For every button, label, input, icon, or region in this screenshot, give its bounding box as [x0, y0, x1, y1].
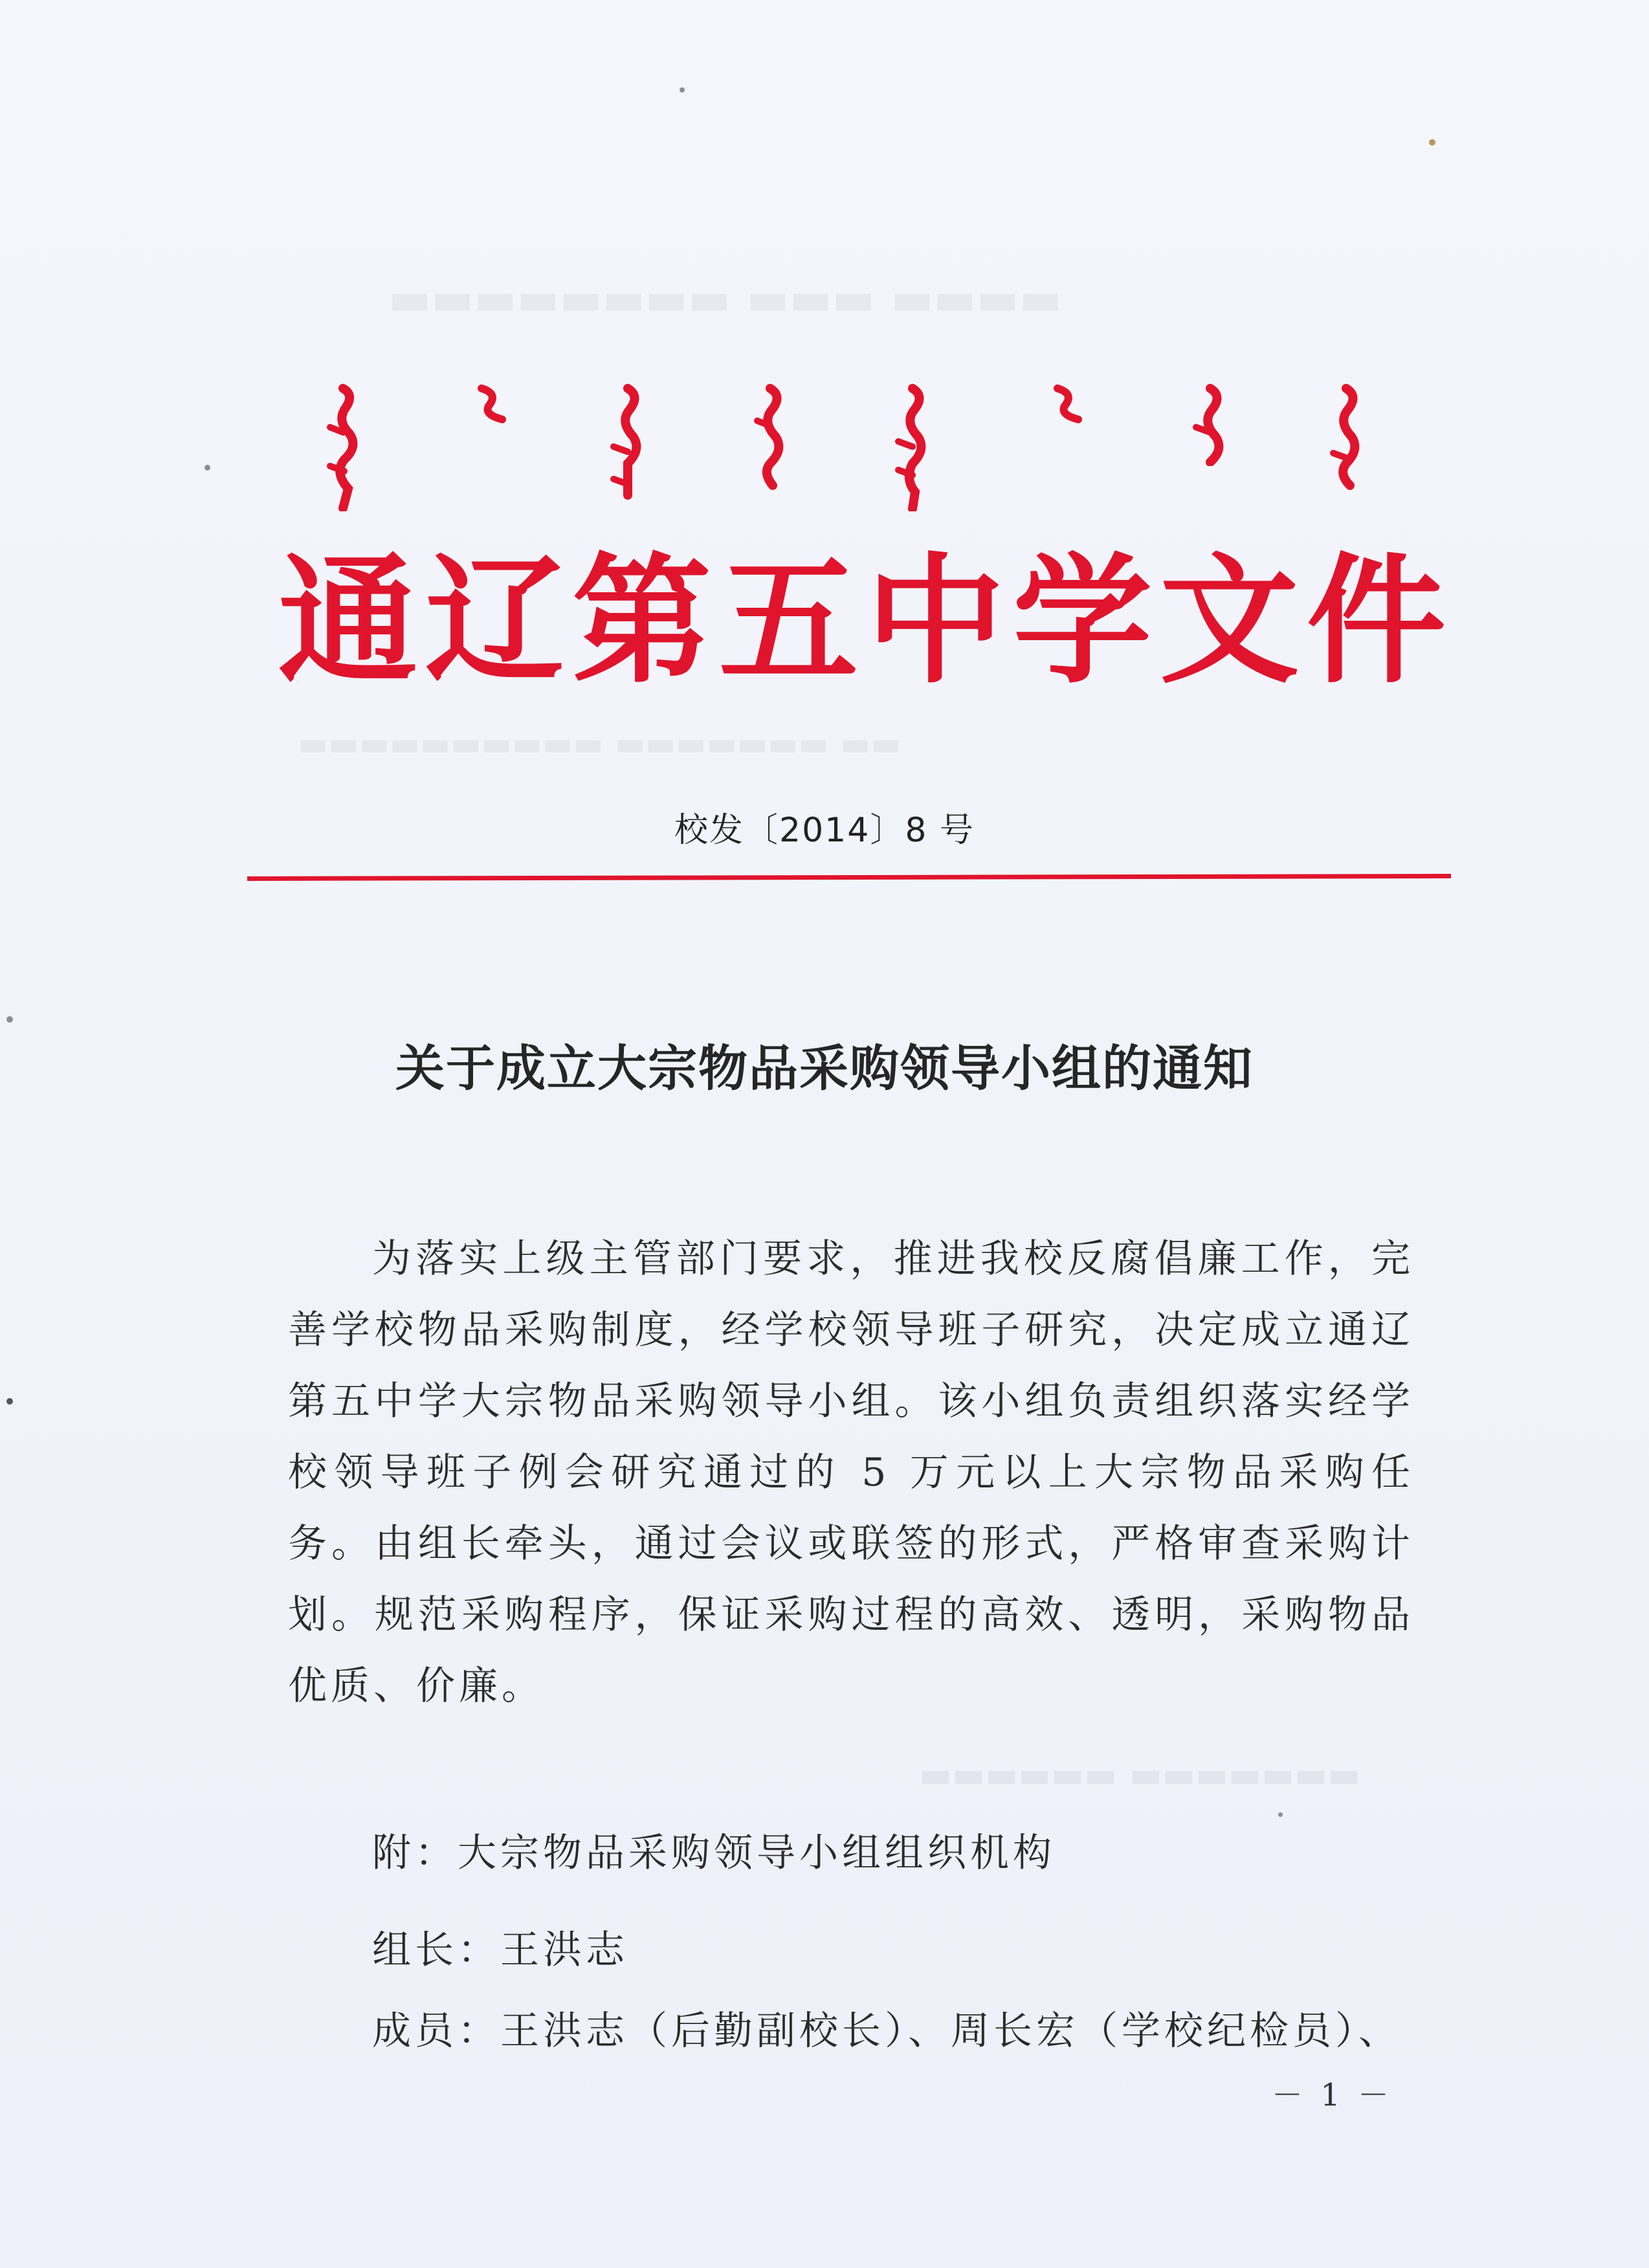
mongolian-word-glyph — [1042, 382, 1094, 434]
scan-speck — [1278, 1812, 1283, 1817]
scan-speck — [680, 87, 685, 93]
members-line: 成员：王洪志（后勤副校长）、周长宏（学校纪检员）、 — [372, 2008, 1401, 2054]
scan-speck — [1429, 139, 1435, 146]
scan-speck — [205, 465, 210, 471]
bleed-through-shadow: ▬▬▬▬ ▬▬▬ ▬▬▬▬▬▬▬▬ — [388, 272, 1062, 325]
page-number: － 1 － — [1272, 2077, 1393, 2113]
mongolian-word-glyph — [466, 382, 518, 434]
scan-speck — [6, 1016, 13, 1023]
mongolian-word-glyph — [1184, 382, 1236, 466]
bleed-through-shadow: ▬▬ ▬▬▬▬▬▬▬ ▬▬▬▬▬▬▬▬▬▬ — [298, 725, 902, 762]
body-paragraph: 为落实上级主管部门要求，推进我校反腐倡廉工作，完善学校物品采购制度，经学校领导班子研究，决定成立通辽第五中学大宗物品采购领导小组。该小组负责组织落实经学校领导班子例会研究通过的 5 万元以上大宗物品采购任务。由组长牵头，通过会议或联签的形式，严格审查采购计划。规范采购程序，保证采购过程的高效、透明，采购物品优质、价廉。 — [288, 1236, 1414, 1709]
notice-title: 关于成立大宗物品采购领导小组的通知 — [395, 1040, 1254, 1097]
mongolian-word-glyph — [744, 382, 796, 511]
leader-line: 组长：王洪志 — [372, 1928, 628, 1973]
document-number: 校发〔2014〕8 号 — [674, 811, 975, 850]
mongolian-word-glyph — [1320, 382, 1372, 511]
scan-speck — [6, 1398, 13, 1405]
mongolian-word-glyph — [602, 382, 654, 511]
masthead-title: 通辽第五中学文件 — [278, 540, 1454, 702]
mongolian-word-glyph — [887, 382, 938, 511]
mongolian-word-glyph — [317, 382, 369, 511]
bleed-through-shadow: ▬▬▬▬▬▬▬ ▬▬▬▬▬▬ — [919, 1754, 1361, 1795]
red-separator-line — [247, 874, 1451, 881]
mongolian-script-masthead — [304, 382, 1404, 524]
attachment-line: 附：大宗物品采购领导小组组织机构 — [372, 1830, 1056, 1876]
